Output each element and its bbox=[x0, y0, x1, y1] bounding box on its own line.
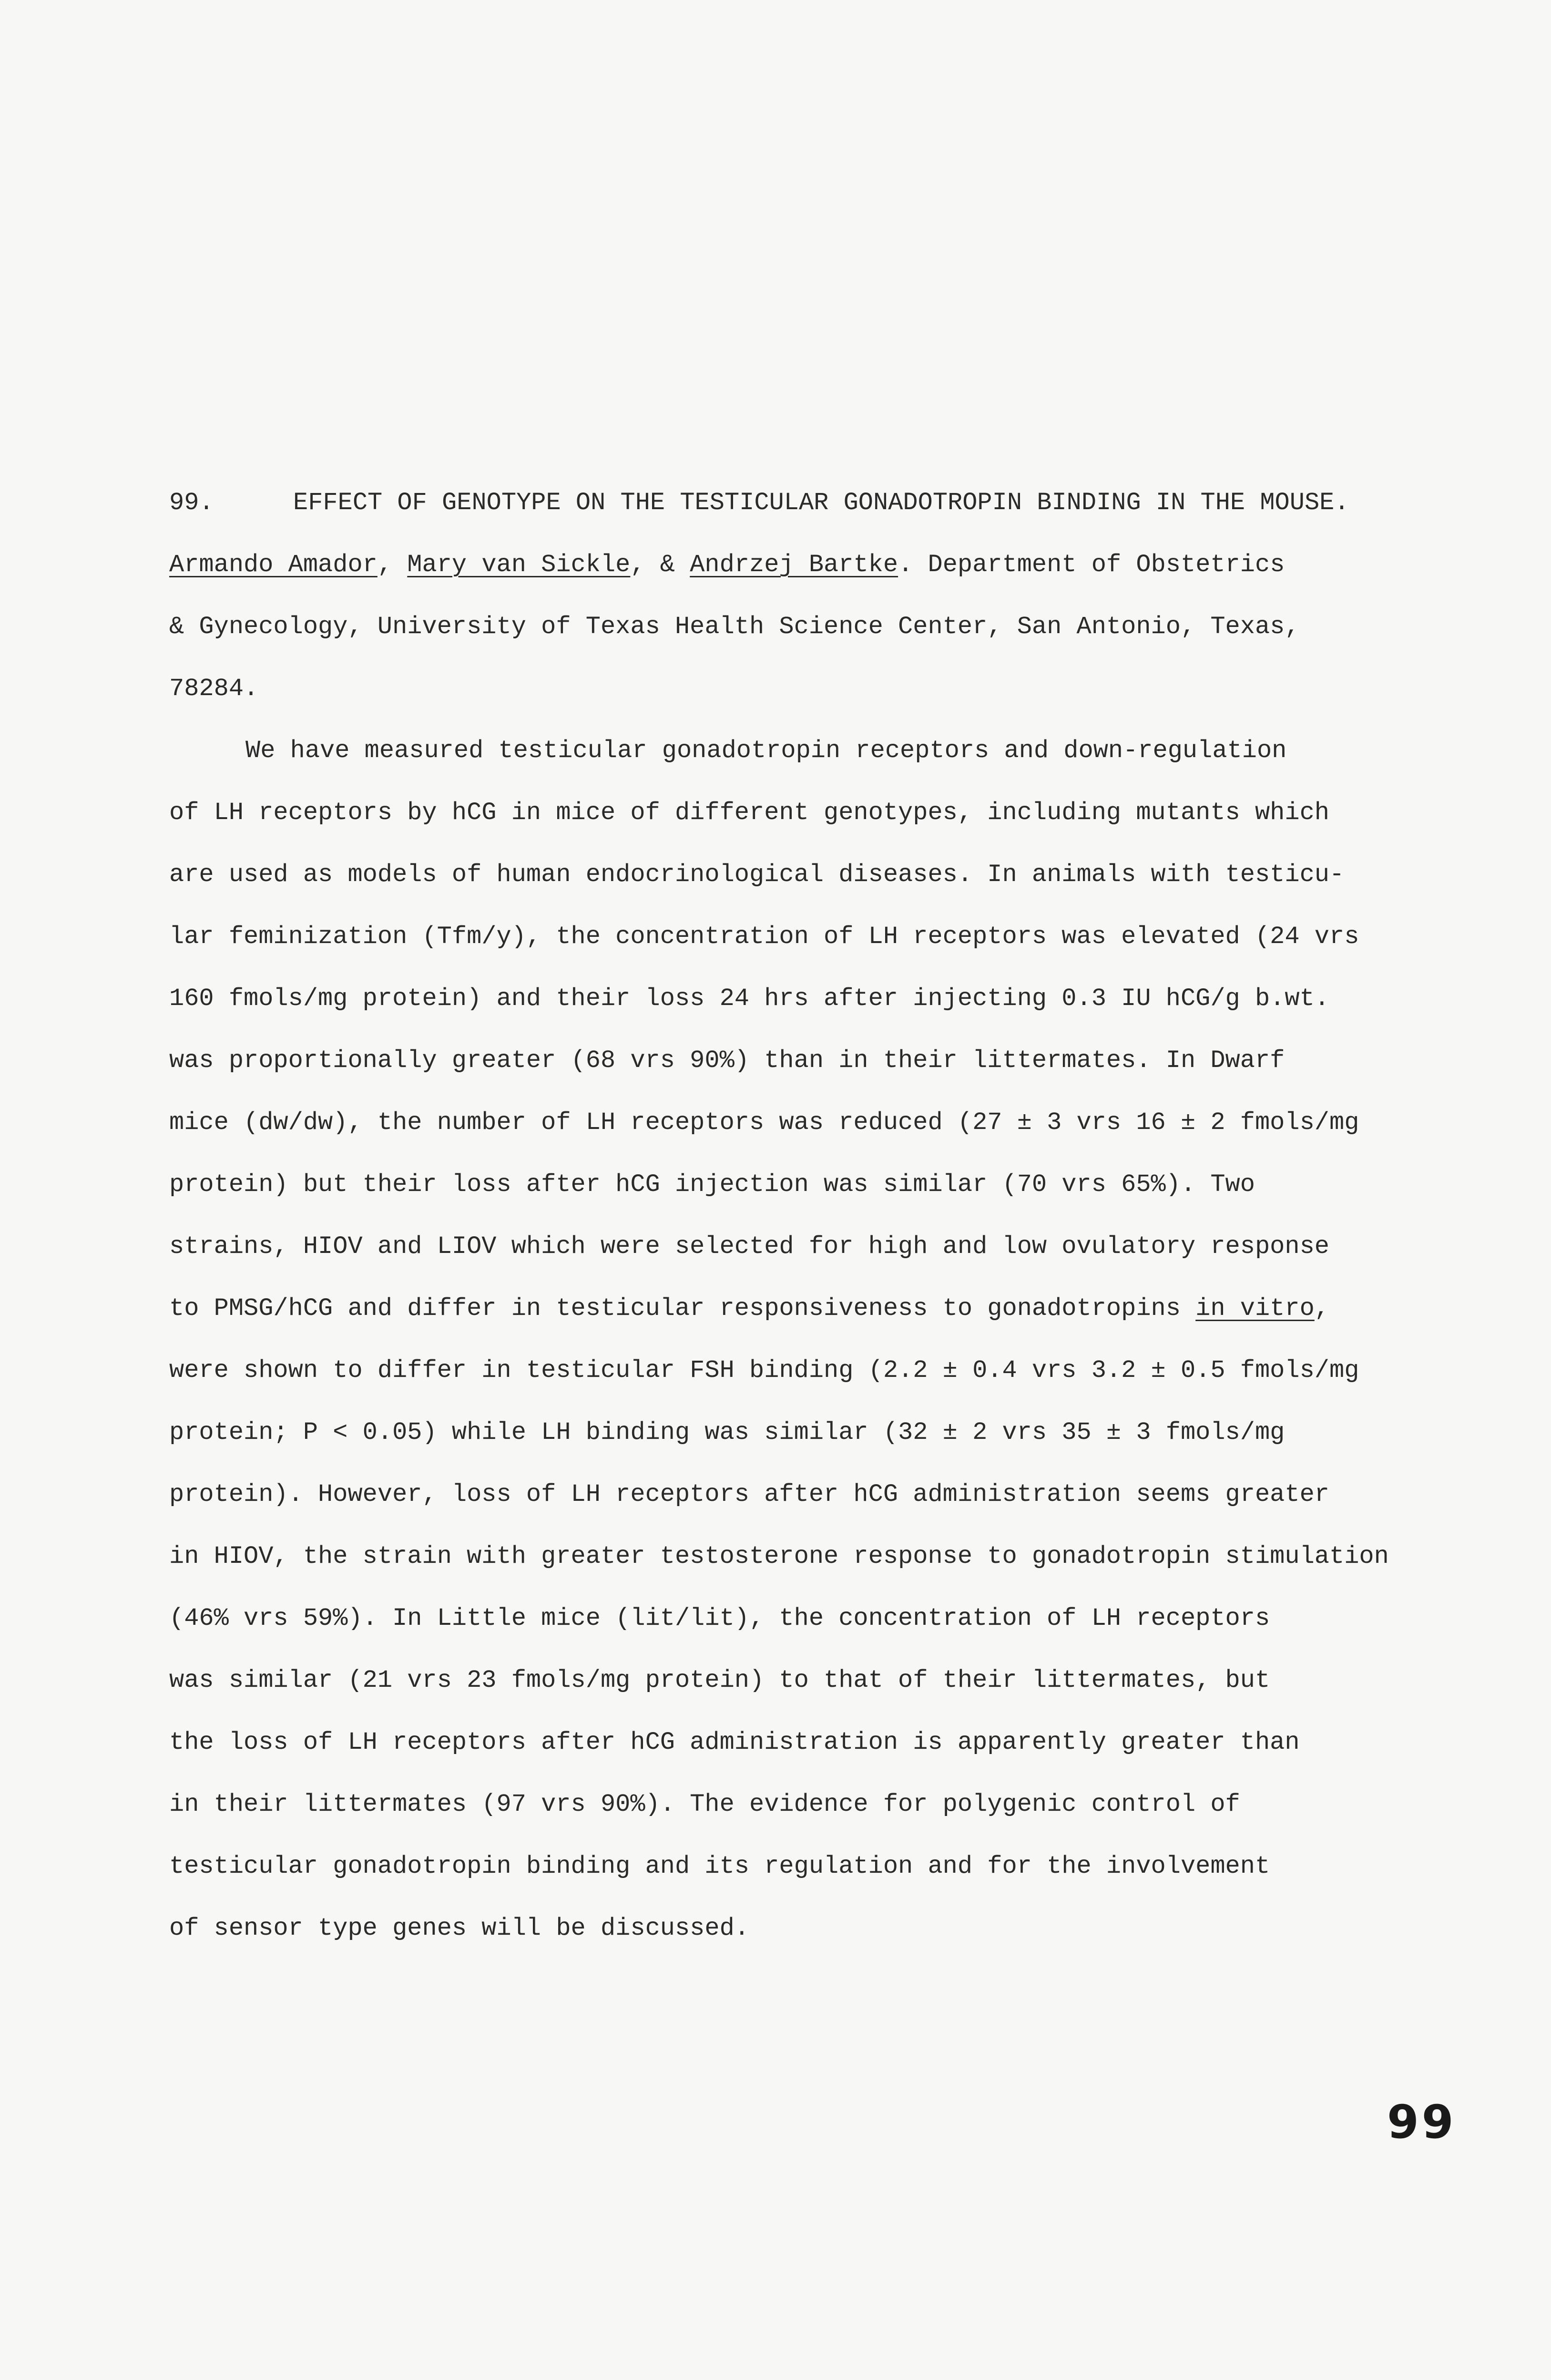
zip-code-line: 78284. bbox=[169, 675, 259, 703]
body-line: 160 fmols/mg protein) and their loss 24 hrs after injecting 0.3 IU hCG/g b.wt. bbox=[169, 985, 1329, 1013]
body-line: mice (dw/dw), the number of LH receptors was reduced (27 ± 3 vrs 16 ± 2 fmols/mg bbox=[169, 1108, 1359, 1137]
authors-line bbox=[169, 534, 1485, 596]
abstract-number: 99. bbox=[169, 489, 214, 517]
body-text: We have measured testicular gonadotropin receptors and down-regulation bbox=[245, 737, 1287, 765]
body-text: to PMSG/hCG and differ in testicular responsiveness to gonadotropins bbox=[169, 1294, 1196, 1323]
title-line bbox=[169, 472, 1485, 534]
body-line: were shown to differ in testicular FSH binding (2.2 ± 0.4 vrs 3.2 ± 0.5 fmols/mg bbox=[169, 1356, 1359, 1385]
body-line: in HIOV, the strain with greater testosterone response to gonadotropin stimulation bbox=[169, 1542, 1389, 1570]
page-number: 99 bbox=[1387, 2095, 1457, 2149]
affiliation-line: & Gynecology, University of Texas Health Science Center, San Antonio, Texas, bbox=[169, 613, 1300, 641]
body-line: protein) but their loss after hCG injection was similar (70 vrs 65%). Two bbox=[169, 1170, 1255, 1199]
body-line: (46% vrs 59%). In Little mice (lit/lit), the concentration of LH receptors bbox=[169, 1604, 1270, 1632]
author-separator: , & bbox=[630, 551, 690, 579]
body-line: are used as models of human endocrinological diseases. In animals with testicu- bbox=[169, 861, 1345, 889]
body-line: the loss of LH receptors after hCG administration is apparently greater than bbox=[169, 1728, 1300, 1756]
affiliation-start: Department of Obstetrics bbox=[928, 551, 1285, 579]
body-line: in their littermates (97 vrs 90%). The evidence for polygenic control of bbox=[169, 1790, 1240, 1818]
body-line bbox=[169, 720, 1485, 782]
body-line: protein). However, loss of LH receptors after hCG administration seems greater bbox=[169, 1480, 1329, 1508]
body-line: was proportionally greater (68 vrs 90%) than in their littermates. In Dwarf bbox=[169, 1046, 1285, 1075]
author-name: Andrzej Bartke bbox=[690, 551, 898, 579]
author-separator: , bbox=[377, 551, 408, 579]
body-line: lar feminization (Tfm/y), the concentration of LH receptors was elevated (24 vrs bbox=[169, 923, 1359, 951]
in-vitro-term: in vitro bbox=[1195, 1294, 1315, 1323]
abstract-title: EFFECT OF GENOTYPE ON THE TESTICULAR GONADOTROPIN BINDING IN THE MOUSE. bbox=[293, 489, 1349, 517]
body-line: of sensor type genes will be discussed. bbox=[169, 1914, 749, 1942]
body-line bbox=[169, 1278, 1485, 1340]
body-line: of LH receptors by hCG in mice of different genotypes, including mutants which bbox=[169, 799, 1329, 827]
author-name: Mary van Sickle bbox=[407, 551, 631, 579]
body-line: was similar (21 vrs 23 fmols/mg protein) to that of their littermates, but bbox=[169, 1666, 1270, 1694]
body-line: testicular gonadotropin binding and its regulation and for the involvement bbox=[169, 1852, 1270, 1880]
body-line: strains, HIOV and LIOV which were selected for high and low ovulatory response bbox=[169, 1232, 1329, 1261]
author-name: Armando Amador bbox=[169, 551, 378, 579]
abstract-block bbox=[169, 472, 1485, 1959]
body-line: protein; P < 0.05) while LH binding was similar (32 ± 2 vrs 35 ± 3 fmols/mg bbox=[169, 1418, 1285, 1446]
author-separator: . bbox=[898, 551, 928, 579]
body-punctuation: , bbox=[1314, 1294, 1330, 1323]
